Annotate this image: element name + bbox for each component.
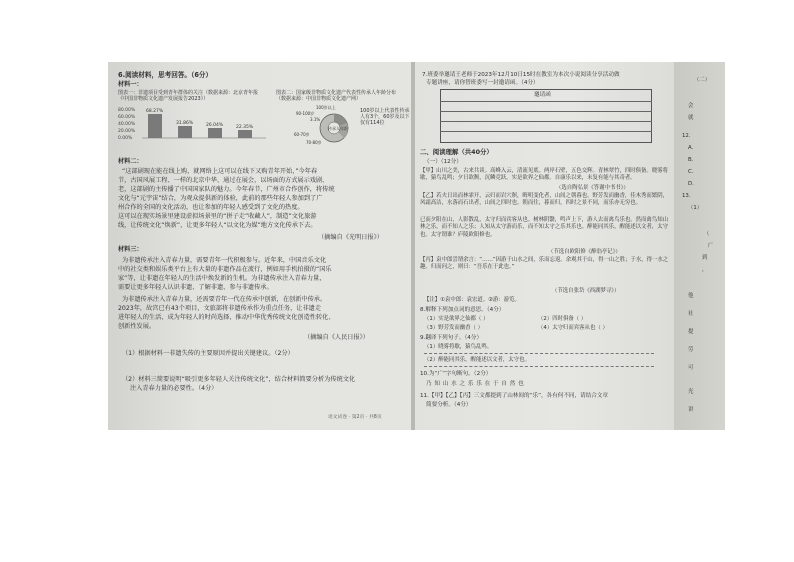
question-2-line-2: 注入青春力量的必要性。（4分） xyxy=(130,385,218,392)
m2-line-7: 线，让传统文化“焕新”，让更多年轻人“以文化为媒”地方文化传承下去。 xyxy=(118,222,317,229)
q6-title: 6.阅读材料，思考回答。（6分） xyxy=(118,71,213,79)
m3-line-1: 为非遗传承注入青春力量，需要青年一代积极参与。近年来，中国音乐文化 xyxy=(122,257,327,264)
ytick-3: 40.00% xyxy=(118,122,136,127)
answer-line-1 xyxy=(424,353,654,354)
ytick-4: 20.00% xyxy=(118,129,136,134)
m2-line-5: 州合作的全国的文化活动，也让参加的年轻人感受到了文化的热度。 xyxy=(118,204,304,211)
edge-6: B. xyxy=(688,157,694,163)
page-footer: 语文试卷 · 第2页 · 共8页 xyxy=(328,415,382,420)
material3-label: 材料三： xyxy=(118,246,143,253)
pie-label-4: 70-80岁 xyxy=(306,140,322,145)
m2-line-3: 老，这部剧的主传播了中国国家队的魅力。今年春节，广州市合作创作，将传统 xyxy=(118,186,335,193)
question-8-4: （4）太守归而宾客从也（ ） xyxy=(538,325,608,331)
edge-7: C. xyxy=(688,169,694,175)
m3-line-2: 中的社交类和娱乐类平台上有大量的非遗作品在流行，例如用手机拍摄的“国乐 xyxy=(118,266,332,273)
edge-19: 可 xyxy=(688,365,694,371)
bar-label-2: 31.86% xyxy=(176,121,194,126)
edge-11: （ xyxy=(704,231,710,237)
passage-bing-source: （节选自张岱《西湖梦寻》） xyxy=(552,288,620,294)
edge-14: ， xyxy=(702,267,708,273)
m3-source: （摘编自《人民日报》） xyxy=(304,334,369,341)
box-line-1 xyxy=(440,101,652,102)
bar-label-1: 68.27% xyxy=(146,109,164,114)
m2-line-6: 这可以在现实场景里建设虚拟场景里的“拼子走”收藏人”，制造”文化旅游 xyxy=(118,213,317,220)
question-2-line-1: （2）材料三简要说明“吸引更多年轻人关注传统文化”，结合材料简要分析为传统文化 xyxy=(122,376,356,383)
m3-line-5: 为非遗传承注入青春力量，还需要青年一代在传承中创新，在创新中传承。 xyxy=(122,296,327,303)
question-9-1: （1）晓雾将歇，猿鸟乱鸣。 xyxy=(424,344,493,350)
m2-line-4: 文化与“元宇宙”结合，为观众提供新的体验，此前的那些年轻人参加到了广 xyxy=(118,195,323,202)
question-9: 9.翻译下列句子。（4分） xyxy=(420,335,483,341)
pie-label-1: 100岁以上 xyxy=(316,105,336,110)
bar-2 xyxy=(178,126,192,138)
m2-source: （摘编自《光明日报》） xyxy=(318,234,383,241)
edge-8: D. xyxy=(688,181,694,187)
passage-note: 【注】①袁中郎：袁宏道。②游：游览。 xyxy=(424,297,520,303)
pie-label-3: 60-70岁 xyxy=(294,132,310,137)
page-fold xyxy=(411,62,415,430)
bar-chart xyxy=(118,106,268,144)
bar-label-3: 26.04% xyxy=(206,123,224,128)
passage-yi: 【乙】若夫日出而林霏开，云归而岩穴暝，晦明变化者，山间之朝暮也。野芳发而幽香，佳木秀而繁阴，风霜高洁，水落而石出者，山间之四时也。朝而往，暮而归，四时之景不同，而乐亦无穷也。 xyxy=(420,193,668,207)
m3-line-6: 2023年，故宫已有43个项目，文旅部将非遗传承作为重点任务，让非遗走 xyxy=(118,305,322,312)
question-7-line-1: 7.班委举邀请王老师于2023年12月10日15时在教室为本次小说阅读分享活动做 xyxy=(422,72,620,78)
question-11-line-1: 11.【甲】【乙】【丙】三文都提到了山林间的“乐”，各有何不同，请结合文章 xyxy=(420,393,609,399)
m3-line-4: 需要让更多年轻人认识非遗、了解非遗、参与非遗传承。 xyxy=(118,284,273,291)
ytick-5: 0.00% xyxy=(118,136,133,141)
edge-2: 会 xyxy=(688,103,694,109)
answer-line-2 xyxy=(424,366,654,367)
edge-4: 12. xyxy=(682,133,691,139)
edge-18: 劳 xyxy=(688,347,694,353)
edge-15: 他 xyxy=(688,293,694,299)
m2-line-1: “这部剧现在能在线上购，就网络上这可以在线下又购青年开始，”今年春 xyxy=(122,168,318,175)
question-8-1: （1）实是欲界之仙都（ ） xyxy=(424,316,489,322)
edge-16: 社 xyxy=(688,311,694,317)
edge-5: A. xyxy=(688,145,694,151)
question-7-line-2: 专题讲座，请你替班委写一封邀请函。（4分） xyxy=(426,80,539,86)
chart1-caption: 图表一：非遗项目受到青年群体的关注（数据来源：北京青年报《中国非物质文化遗产发展报告2023》） xyxy=(118,90,259,102)
question-10: 10.为“广”字句断句。（2分） xyxy=(420,371,492,377)
question-8-2: （2）四时俱备（ ） xyxy=(538,316,587,322)
chart2-note: 100岁以上代表性传承人有3个，60岁及以下仅有114位 xyxy=(360,108,410,126)
edge-page xyxy=(674,62,725,430)
m2-line-2: 节，古国风展工程、一样的北京中华、通过在展会，以场面的方式展示戏剧、 xyxy=(118,177,329,184)
question-8-3: （3）野芳发而幽香（ ） xyxy=(424,325,484,331)
passage-yi-source: （节选自欧阳修《醉翁亭记》） xyxy=(548,249,621,255)
m3-line-3: 家”等，让非遗在年轻人的生活中焕发新的生机。为非遗传承注入青春力量， xyxy=(118,275,326,282)
section-2-sub: （一）（12分） xyxy=(424,159,462,165)
material1-label: 材料一： xyxy=(118,81,143,88)
question-11-line-2: 简要分析。（4分） xyxy=(426,402,472,408)
box-line-4 xyxy=(440,131,652,132)
ytick-1: 80.00% xyxy=(118,108,136,113)
photo-frame xyxy=(108,62,725,430)
box-line-2 xyxy=(440,111,652,112)
question-8: 8.解释下列加点词的意思。（4分） xyxy=(420,307,505,313)
edge-12: 广 xyxy=(708,243,714,249)
chart2-caption: 图表二：国家级非物质文化遗产代表性传承人年龄分布（数据来源：中国非物质文化遗产网） xyxy=(276,90,397,102)
box-line-3 xyxy=(440,121,652,122)
edge-21: 讲 xyxy=(688,407,694,413)
bar-3 xyxy=(208,128,222,138)
bar-label-4: 22.35% xyxy=(236,125,254,130)
section-2-title: 二、阅读理解（共40分） xyxy=(420,148,493,156)
ytick-2: 60.00% xyxy=(118,115,136,120)
m3-line-7: 进年轻人的生活，成为年轻人的时尚选择，推动中华优秀传统文化创造性转化、 xyxy=(118,314,335,321)
passage-bing: 【丙】袁中郎尝谓余言：“……”因游于山水之间，乐而忘返。余观其于山，得一山之胜；于水，得一水之趣。归而问之，则曰：“吾乐在于此也。” xyxy=(420,257,669,271)
bar-1 xyxy=(148,114,162,138)
pie-center: 传承人年龄 xyxy=(328,126,348,131)
edge-10: （1） xyxy=(688,205,703,211)
edge-13: 到 xyxy=(702,255,708,261)
passage-jia-source: （选自陶弘景《答谢中书书》） xyxy=(556,185,629,191)
edge-9: 13. xyxy=(682,193,691,199)
edge-3: 就 xyxy=(688,115,694,121)
edge-20: 光 xyxy=(688,389,694,395)
edge-1: （二） xyxy=(694,77,711,83)
passage-yi-2: 已而夕阳在山，人影散乱，太守归而宾客从也。树林阴翳，鸣声上下，游人去而禽鸟乐也。然而禽鸟知山林之乐，而不知人之乐；人知从太守游而乐，而不知太守之乐其乐也。醉能同其乐，醒能述以文者，太守也。太守谓谁？庐陵欧阳修也。 xyxy=(420,217,668,238)
passage-jia: 【甲】山川之美，古来共谈。高峰入云，清流见底。两岸石壁，五色交辉。青林翠竹，四时俱备。晓雾将歇，猿鸟乱鸣；夕日欲颓，沉鳞竞跃。实是欲界之仙都。自康乐以来，未复有能与其奇者。 xyxy=(420,168,668,182)
question-10-text: 乃 知 山 水 之 乐 乐 在 于 自 然 也 xyxy=(426,381,525,387)
question-1: （1）根据材料一非遗失传的主要原因并提出关键建议。（2分） xyxy=(122,350,294,357)
m3-line-8: 创新性发展。 xyxy=(118,323,156,330)
pie-label-2: 90-100岁 xyxy=(296,111,315,116)
invitation-title: 邀请函 xyxy=(534,92,551,98)
material2-label: 材料二： xyxy=(118,158,143,165)
pie-value-1: 3.1% xyxy=(310,117,321,122)
edge-17: 提 xyxy=(688,329,694,335)
bar-4 xyxy=(238,130,252,138)
question-9-2: （2）醉能同其乐，醒能述以文者，太守也。 xyxy=(424,357,530,363)
